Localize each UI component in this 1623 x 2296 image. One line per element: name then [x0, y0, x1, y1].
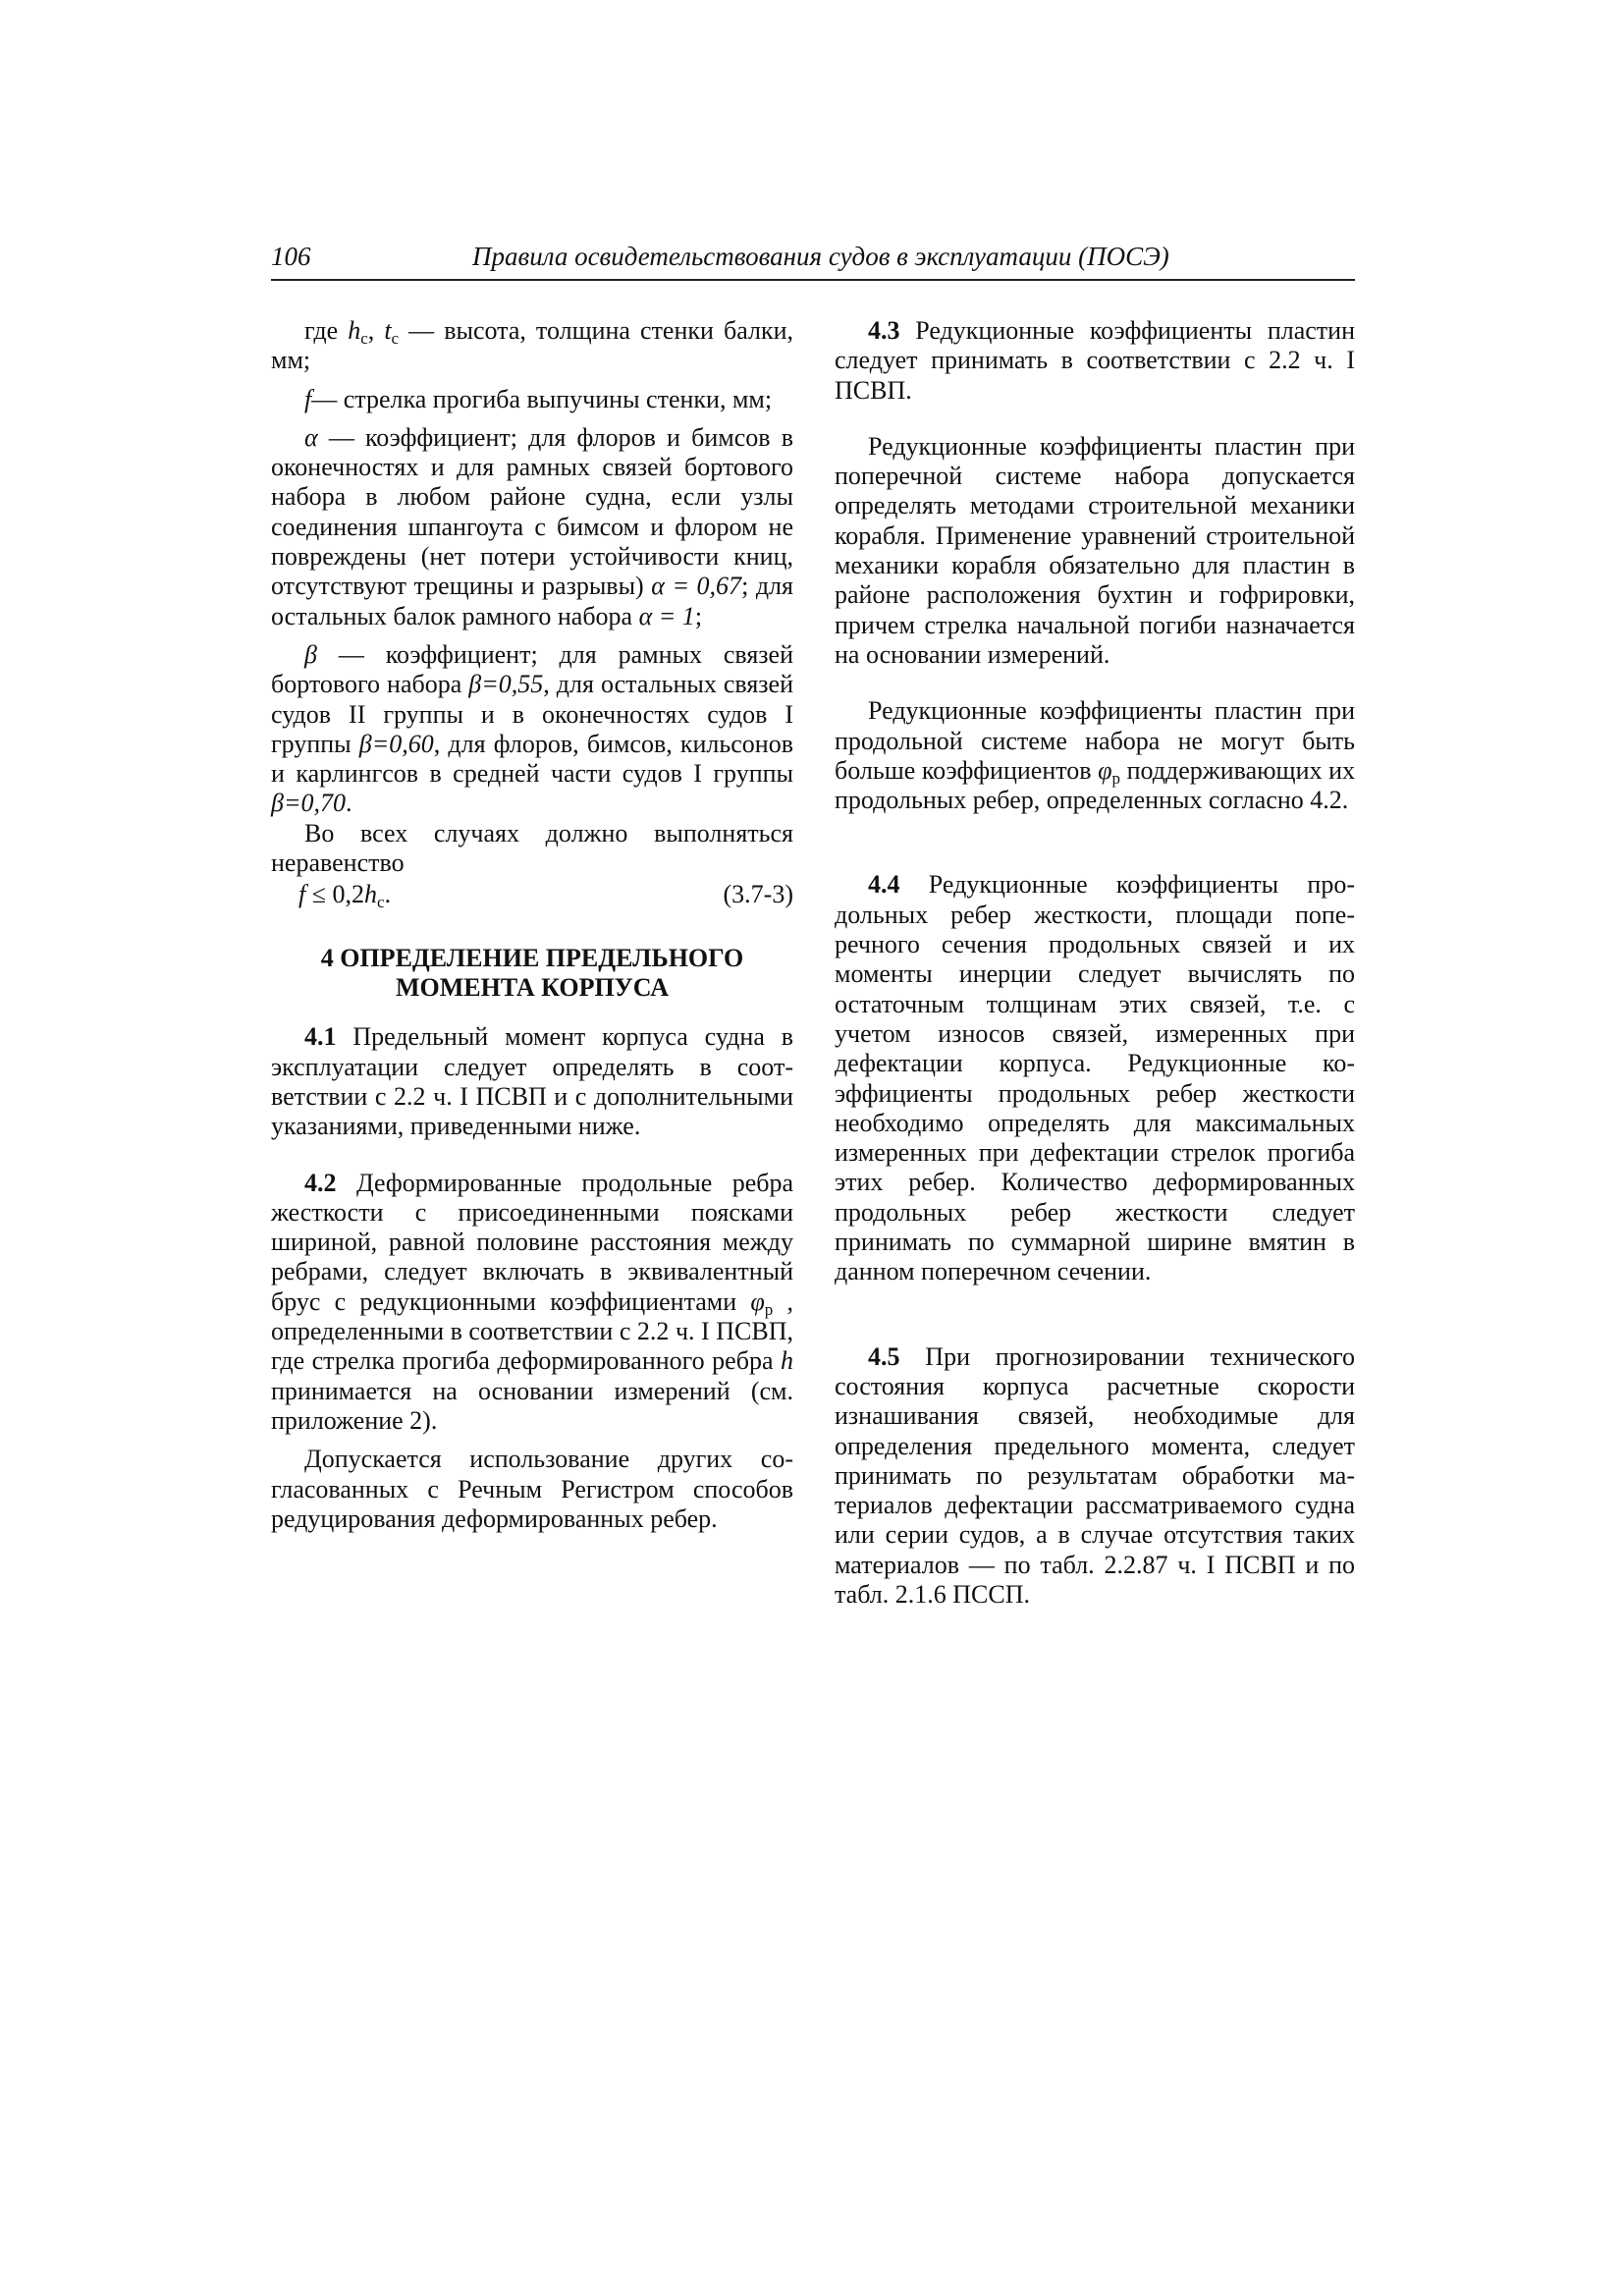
paragraph-4-2-note: Допускается использование других согласованных с Речным Регистром способов редуцирования деформированных ребер.: [271, 1445, 793, 1533]
formula-expression: $f \le 0,2h_c$.: [298, 880, 392, 912]
paragraph-4-3-longitudinal: Редукционные коэффициенты пластин при продольной системе набора не могут быть больше коэффициентов $\varphi_p$ поддерживающих их продольных ребер, определенных согласно 4.2.: [835, 696, 1355, 815]
formula-number: (3.7-3): [723, 880, 793, 909]
page-number: 106: [271, 242, 311, 271]
right-column: [835, 316, 1355, 1610]
inequality-intro: Во всех случаях должно выполняться неравенство: [271, 818, 793, 878]
paragraph-4-2: 4.2 Деформированные продольные ребра жесткости с присоединенными поясками шириной, равной половине расстояния между ребрами, следует включать в эквивалентный брус с редукционными коэффициентами $\varphi_p$ , определенными в соответствии с 2.2 ч. I ПСВП, где стрелка прогиба деформированного ребра h принимается на основании измерений (см. приложение 2).: [271, 1168, 794, 1435]
formula-3-7-3: [271, 880, 793, 910]
definition-beta: β — коэффициент; для рамных связей бортового набора β=0,55, для остальных связей судов II группы и в оконечностях судов I группы β=0,60, для флоров, бимсов, кильсонов и карлингсов в средней части судов I группы β=0,70.: [271, 639, 793, 818]
paragraph-4-1: 4.1 Предельный момент корпуса судна в эксплуатации следует определять в соответствии с 2.2 ч. I ПСВП и с дополнительными указаниями, приведенными ниже.: [271, 1022, 793, 1141]
paragraph-4-5: 4.5 При прогнозировании технического состояния корпуса расчетные скорости изнашивания связей, необходимые для определения предельного момента, следует принимать по результатам обработки материалов дефектации рассматриваемого судна или серии судов, а в случае отсутствия таких материалов — по табл. 2.2.87 ч. I ПСВП и по табл. 2.1.6 ПССП.: [835, 1341, 1355, 1609]
paragraph-4-3: 4.3 Редукционные коэффициенты пластин следует принимать в соответствии с 2.2 ч. I ПСВП.: [835, 316, 1355, 405]
definition-h-t: где $h_c$, $t_c$ — высота, толщина стенки балки, мм;: [271, 316, 794, 375]
section-4-title: 4 ОПРЕДЕЛЕНИЕ ПРЕДЕЛЬНОГО МОМЕНТА КОРПУСА: [320, 944, 744, 1003]
paragraph-4-4: 4.4 Редукционные коэффициенты продольных ребер жесткости, площади поперечного сечения продольных связей и их моменты инерции следует вычислять по остаточным толщинам этих связей, т.е. с учетом износов связей, измеренных при дефектации корпуса. Редукционные коэффициенты продольных ребер жесткости необходимо определять для максимальных измеренных при дефектации стрелок прогиба этих ребер. Количество деформированных продольных ребер жесткости следует принимать по суммарной ширине вмятин в данном поперечном сечении.: [835, 870, 1355, 1286]
left-column: [271, 316, 793, 1534]
definition-f: f— стрелка прогиба выпучины стенки, мм;: [304, 384, 773, 413]
paragraph-4-3-transverse: Редукционные коэффициенты пластин при поперечной системе набора допускается определять методами строительной механики корабля. Применение уравнений строительной механики корабля обязательно для пластин в районе расположения бухтин и гофрировки, причем стрелка начальной погиби назначается на основании измерений.: [835, 431, 1355, 669]
definition-alpha: α — коэффициент; для флоров и бимсов в оконечностях и для рамных связей бортового набора в любом районе судна, если узлы соединения шпангоута с бимсом и флором не повреждены (нет потери устойчивости книц, отсутствуют трещины и разрывы) α = 0,67; для остальных балок рамного набора α = 1;: [271, 422, 793, 630]
running-title: Правила освидетельствования судов в эксплуатации (ПОСЭ): [472, 242, 1169, 271]
page-header: [271, 240, 1355, 281]
